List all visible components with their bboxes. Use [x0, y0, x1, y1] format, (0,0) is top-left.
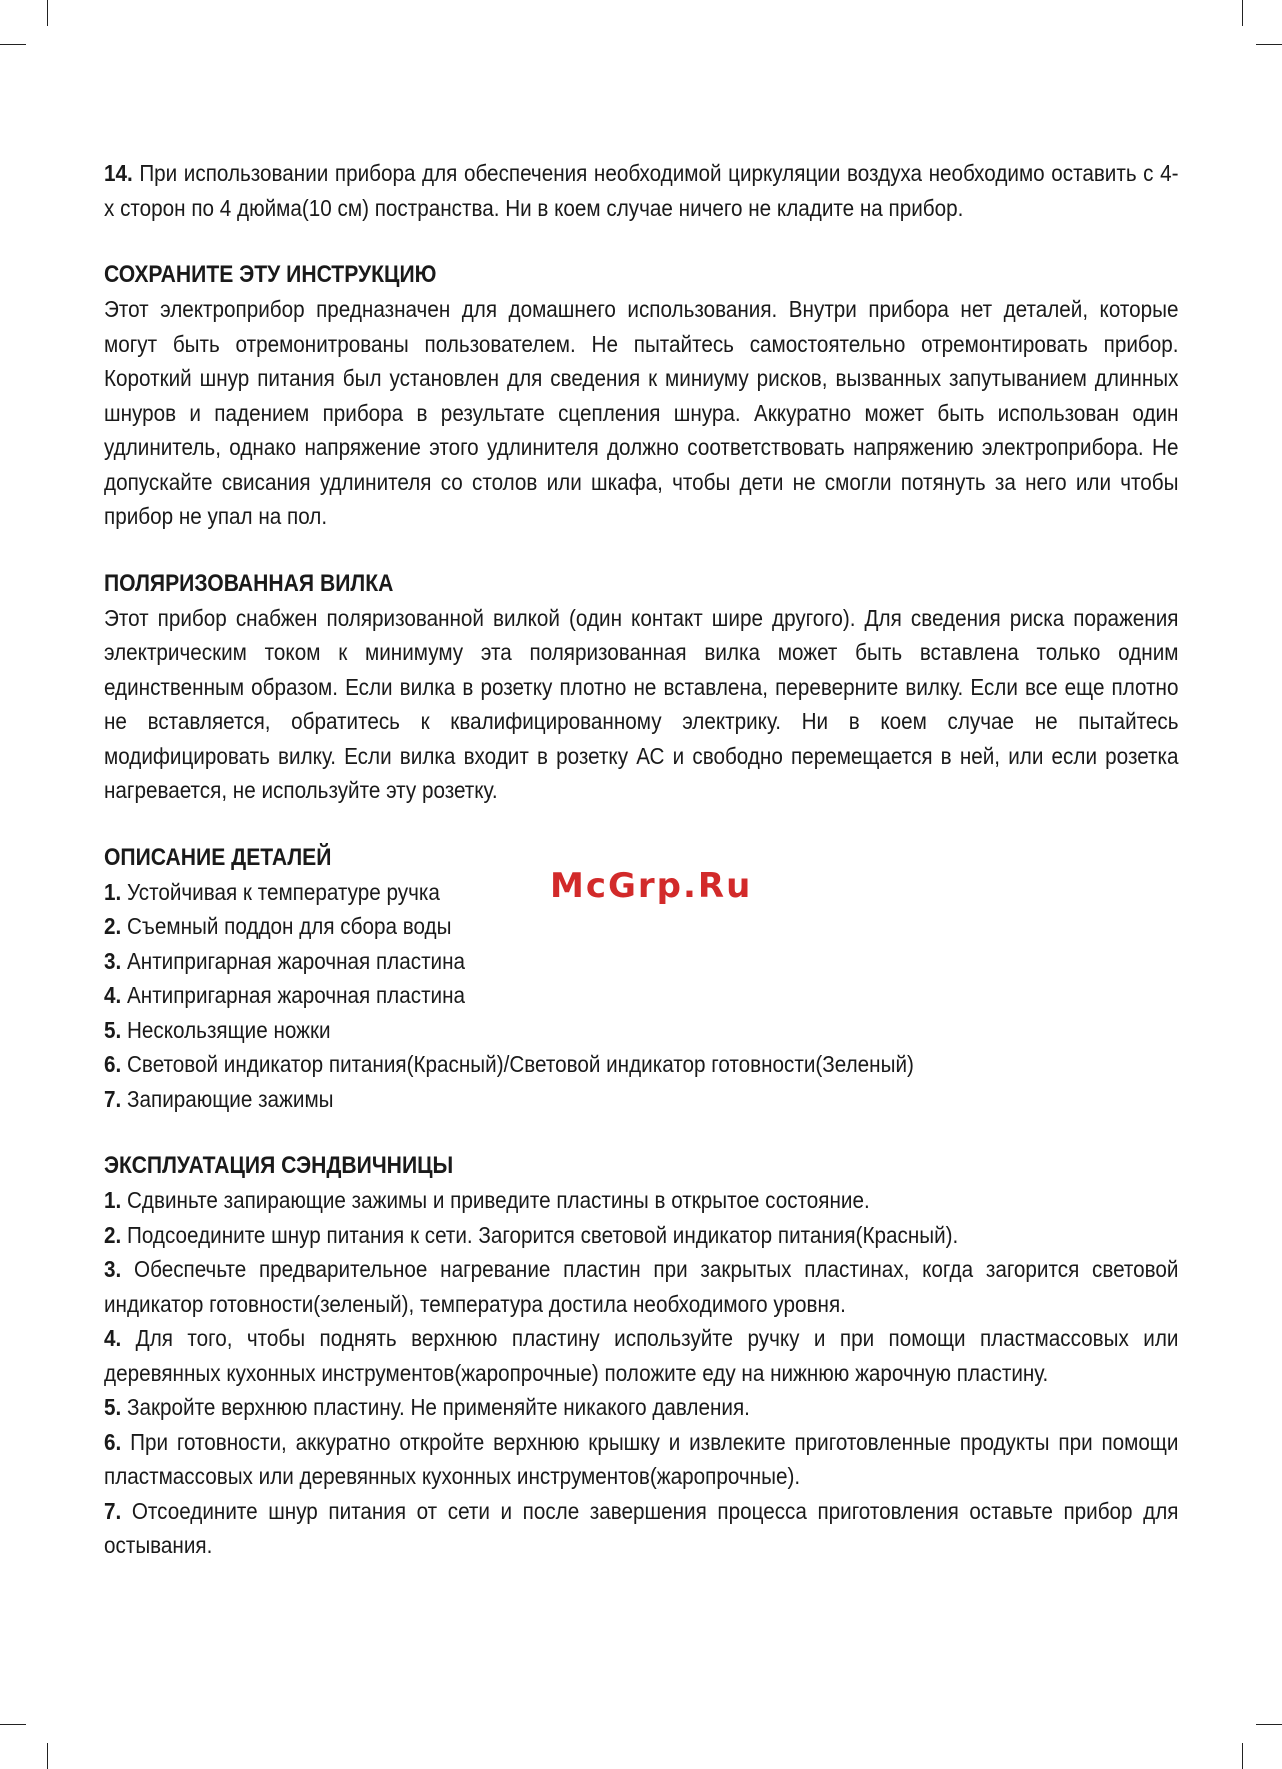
- item-number: 7.: [104, 1497, 122, 1524]
- list-item: [104, 1425, 1178, 1494]
- crop-mark: [47, 1743, 48, 1769]
- item-text: Съемный поддон для сбора воды: [121, 913, 452, 939]
- item-number: 5.: [104, 1394, 122, 1420]
- item-text: При готовности, аккуратно откройте верхнюю крышку и извлеките приготовленные продукты при помощи пластмассовых или деревянных кухонных инструментов(жаропрочные).: [104, 1428, 1179, 1489]
- item-text: Антипригарная жарочная пластина: [121, 982, 466, 1008]
- crop-mark: [1242, 0, 1243, 26]
- item-text: При использовании прибора для обеспечения необходимой циркуляции воздуха необходимо оставить с 4-х сторон по 4 дюйма(10 см) постранства. Ни в коем случае ничего не кладите на прибор.: [104, 160, 1179, 221]
- crop-mark: [1256, 1724, 1282, 1725]
- list-item: [104, 909, 1178, 944]
- intro-paragraph: [104, 156, 1178, 225]
- list-item: [104, 978, 1178, 1013]
- item-number: 1.: [104, 878, 122, 905]
- list-item: [104, 1218, 1178, 1253]
- list-item: [104, 1183, 1178, 1218]
- crop-mark: [47, 0, 48, 26]
- item-text: Подсоедините шнур питания к сети. Загорится световой индикатор питания(Красный).: [121, 1221, 959, 1248]
- item-number: 2.: [104, 913, 122, 939]
- item-number: 6.: [104, 1051, 122, 1077]
- crop-mark: [1256, 44, 1282, 45]
- item-number: 4.: [104, 1325, 122, 1351]
- list-item: [104, 1082, 1178, 1117]
- item-number: 2.: [104, 1221, 122, 1248]
- item-number: 5.: [104, 1016, 122, 1043]
- list-item: [104, 1252, 1178, 1321]
- item-number: 4.: [104, 982, 122, 1008]
- section-save-instructions: [104, 258, 1179, 534]
- list-item: [104, 875, 1178, 910]
- section-heading: ПОЛЯРИЗОВАННАЯ ВИЛКА: [104, 569, 394, 597]
- section-heading: СОХРАНИТЕ ЭТУ ИНСТРУКЦИЮ: [104, 261, 437, 288]
- section-heading: ЭКСПЛУАТАЦИЯ СЭНДВИЧНИЦЫ: [104, 1152, 454, 1179]
- section-paragraph: Этот прибор снабжен поляризованной вилкой (один контакт шире другого). Для сведения риска поражения электрическим током к минимуму эта поляризованная вилка может быть вставлена только одним единственным образом. Если вилка в розетку плотно не вставлена, переверните вилку. Если все еще плотно не вставляется, обратитесь к квалифицированному электрику. Ни в коем случае не пытайтесь модифицировать вилку. Если вилка входит в розетку АС и свободно перемещается в ней, или если розетка нагревается, не используйте эту розетку.: [104, 604, 1179, 803]
- section-polarized-plug: [104, 567, 1179, 808]
- item-text: Запирающие зажимы: [121, 1085, 334, 1112]
- item-text: Антипригарная жарочная пластина: [121, 947, 466, 974]
- list-item: [104, 1047, 1178, 1082]
- list-item: [104, 1321, 1178, 1390]
- crop-mark: [0, 44, 26, 45]
- item-text: Устойчивая к температуре ручка: [121, 878, 440, 905]
- list-item: [104, 1494, 1178, 1563]
- section-parts-description: [104, 841, 1179, 1117]
- page-content: [104, 156, 1179, 1563]
- item-text: Обеспечьте предварительное нагревание пластин при закрытых пластинах, когда загорится световой индикатор готовности(зеленый), температура достила необходимого уровня.: [104, 1256, 1179, 1317]
- list-item: [104, 1390, 1178, 1425]
- item-number: 3.: [104, 1256, 122, 1282]
- item-text: Сдвиньте запирающие зажимы и приведите пластины в открытое состояние.: [121, 1187, 870, 1213]
- operation-steps-list: [104, 1183, 1179, 1563]
- item-number: 14.: [104, 160, 133, 186]
- list-item: [104, 1013, 1178, 1048]
- section-operation: [104, 1149, 1179, 1563]
- item-text: Световой индикатор питания(Красный)/Световой индикатор готовности(Зеленый): [121, 1051, 914, 1077]
- item-number: 7.: [104, 1085, 122, 1112]
- item-text: Закройте верхнюю пластину. Не применяйте никакого давления.: [121, 1394, 750, 1420]
- item-text: Нескользящие ножки: [121, 1016, 331, 1043]
- item-text: Для того, чтобы поднять верхнюю пластину используйте ручку и при помощи пластмассовых или деревянных кухонных инструментов(жаропрочные) положите еду на нижнюю жарочную пластину.: [104, 1325, 1179, 1386]
- item-number: 1.: [104, 1187, 122, 1213]
- crop-mark: [1242, 1743, 1243, 1769]
- section-paragraph: Этот электроприбор предназначен для домашнего использования. Внутри прибора нет деталей, которые могут быть отремонитрованы пользователем. Не пытайтесь самостоятельно отремонтировать прибор. Короткий шнур питания был установлен для сведения к миниуму рисков, вызванных запутыванием длинных шнуров и падением прибора в результате сцепления шнура. Аккуратно может быть использован один удлинитель, однако напряжение этого удлинителя должно соответствовать напряжению электроприбора. Не допускайте свисания удлинителя со столов или шкафа, чтобы дети не смогли потянуть за него или чтобы прибор не упал на пол.: [104, 296, 1179, 529]
- watermark-text: McGrp.Ru: [550, 866, 753, 906]
- section-heading: ОПИСАНИЕ ДЕТАЛЕЙ: [104, 843, 332, 871]
- parts-list: [104, 875, 1179, 1117]
- crop-mark: [0, 1724, 26, 1725]
- list-item: [104, 944, 1178, 979]
- item-text: Отсоедините шнур питания от сети и после завершения процесса приготовления оставьте прибор для остывания.: [104, 1497, 1179, 1558]
- item-number: 3.: [104, 947, 122, 974]
- item-number: 6.: [104, 1428, 122, 1455]
